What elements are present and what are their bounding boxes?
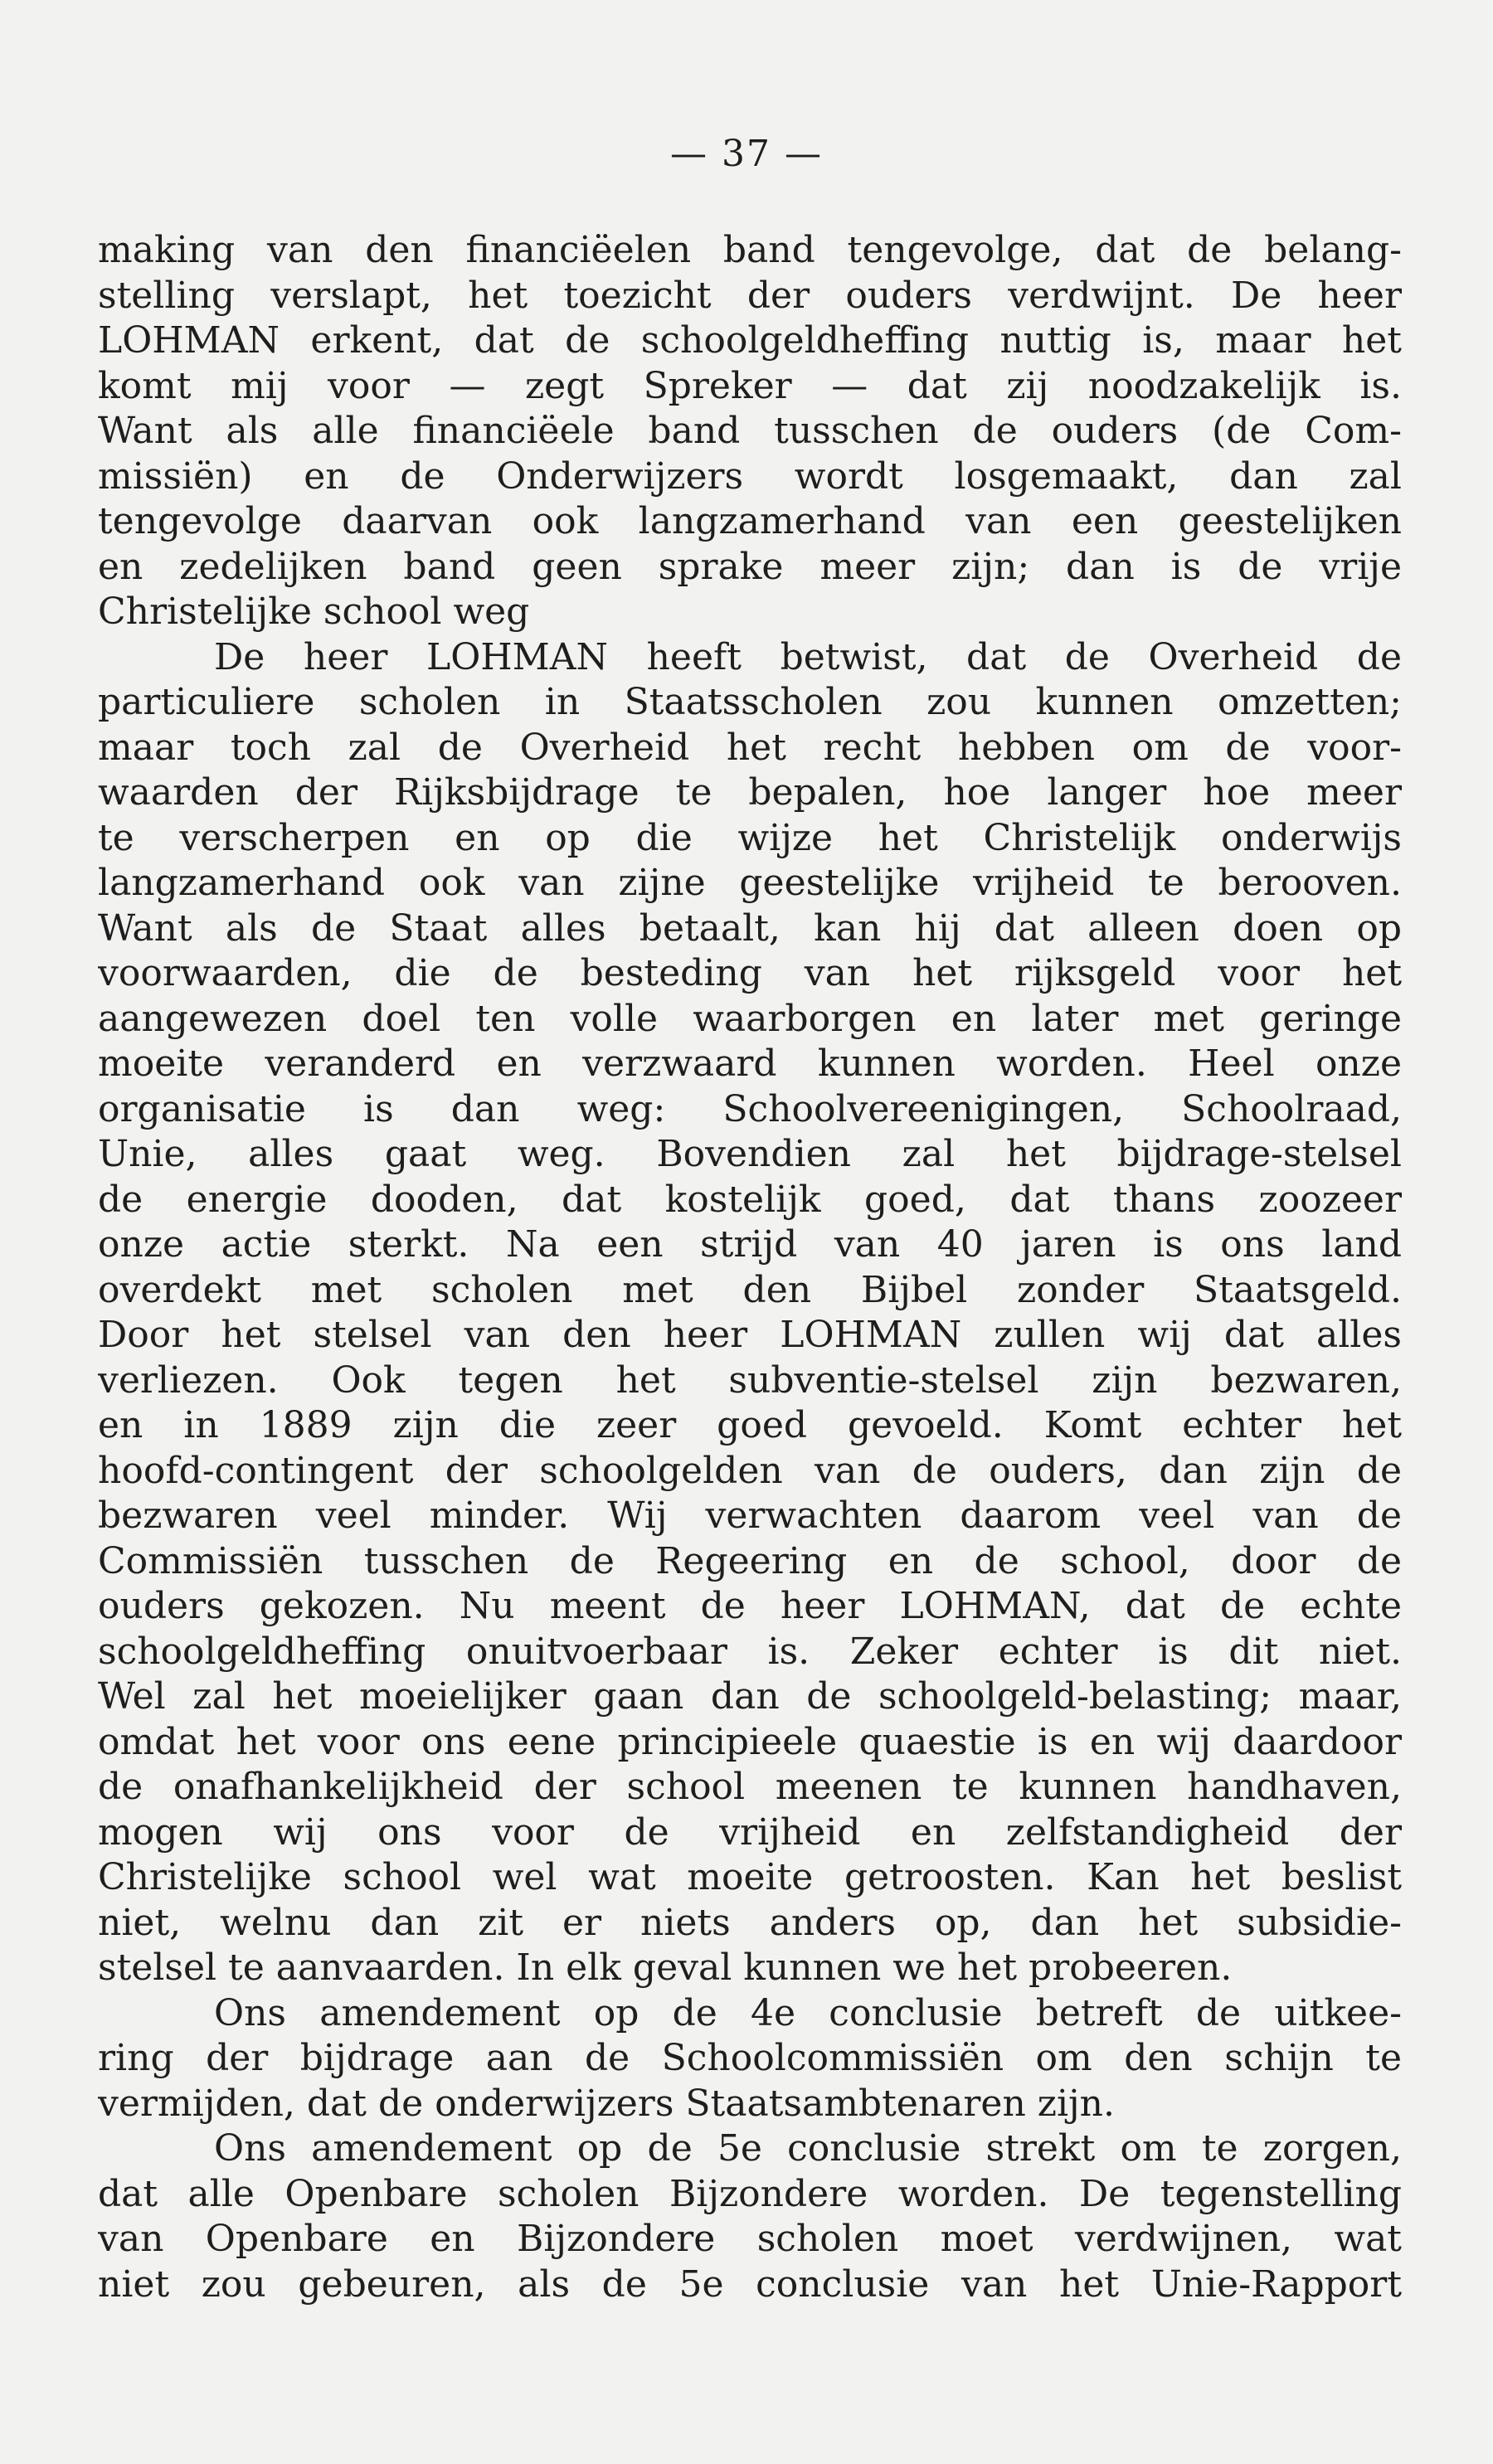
text-line: waarden der Rijksbijdrage te bepalen, hoe langer hoe meer: [98, 771, 1402, 814]
text-line: omdat het voor ons eene principieele quaestie is en wij daardoor: [98, 1720, 1402, 1763]
text-line: tengevolge daarvan ook langzamerhand van een geestelijken: [98, 500, 1402, 542]
text-line: vermijden, dat de onderwijzers Staatsambtenaren zijn.: [98, 2082, 1115, 2125]
text-line: en zedelijken band geen sprake meer zijn; dan is de vrije: [98, 545, 1402, 588]
text-line: van Openbare en Bijzondere scholen moet verdwijnen, wat: [98, 2218, 1402, 2260]
text-line: Want als de Staat alles betaalt, kan hij dat alleen doen op: [98, 906, 1402, 950]
text-line: komt mij voor — zegt Spreker — dat zij noodzakelijk is.: [98, 364, 1402, 407]
text-line: Want als alle financiëele band tusschen de ouders (de Com-: [98, 410, 1402, 452]
text-line: aangewezen doel ten volle waarborgen en later met geringe: [98, 997, 1402, 1040]
paragraph-start-line: De heer LOHMAN heeft betwist, dat de Overheid de: [214, 635, 1402, 678]
text-line: niet, welnu dan zit er niets anders op, dan het subsidie-: [98, 1901, 1402, 1944]
text-line: dat alle Openbare scholen Bijzondere worden. De tegenstelling: [98, 2172, 1402, 2215]
text-line: making van den financiëelen band tengevolge, dat de belang-: [98, 229, 1402, 271]
text-line: de onafhankelijkheid der school meenen te kunnen handhaven,: [98, 1766, 1402, 1808]
text-line: Wel zal het moeielijker gaan dan de schoolgeld-belasting; maar,: [98, 1675, 1402, 1718]
text-line: schoolgeldheffing onuitvoerbaar is. Zeker echter is dit niet.: [98, 1630, 1402, 1673]
text-line: niet zou gebeuren, als de 5e conclusie van het Unie-Rapport: [98, 2262, 1402, 2306]
text-line: de energie dooden, dat kostelijk goed, dat thans zoozeer: [98, 1178, 1402, 1221]
text-line: voorwaarden, die de besteding van het rijksgeld voor het: [98, 952, 1402, 994]
text-line: ouders gekozen. Nu meent de heer LOHMAN, dat de echte: [98, 1585, 1402, 1627]
text-line: en in 1889 zijn die zeer goed gevoeld. Komt echter het: [98, 1404, 1402, 1446]
text-line: hoofd-contingent der schoolgelden van de ouders, dan zijn de: [98, 1449, 1402, 1492]
text-line: stelling verslapt, het toezicht der ouders verdwijnt. De heer: [98, 274, 1402, 317]
text-line: Christelijke school wel wat moeite getroosten. Kan het beslist: [98, 1856, 1402, 1898]
text-line: bezwaren veel minder. Wij verwachten daarom veel van de: [98, 1494, 1402, 1537]
text-line: overdekt met scholen met den Bijbel zonder Staatsgeld.: [98, 1268, 1402, 1311]
text-line: particuliere scholen in Staatsscholen zou kunnen omzetten;: [98, 681, 1402, 723]
paragraph-start-line: Ons amendement op de 4e conclusie betreft de uitkee-: [214, 1991, 1402, 2034]
text-line: organisatie is dan weg: Schoolvereenigingen, Schoolraad,: [98, 1087, 1402, 1130]
text-line: moeite veranderd en verzwaard kunnen worden. Heel onze: [98, 1042, 1402, 1085]
text-line: onze actie sterkt. Na een strijd van 40 jaren is ons land: [98, 1223, 1402, 1266]
text-line: mogen wij ons voor de vrijheid en zelfstandigheid der: [98, 1810, 1402, 1854]
page-number: — 37 —: [670, 133, 823, 175]
text-line: Unie, alles gaat weg. Bovendien zal het bijdrage-stelsel: [98, 1133, 1402, 1175]
text-line: LOHMAN erkent, dat de schoolgeldheffing nuttig is, maar het: [98, 319, 1402, 362]
text-line: Commissiën tusschen de Regeering en de school, door de: [98, 1539, 1402, 1582]
paragraph-start-line: Ons amendement op de 5e conclusie strekt om te zorgen,: [214, 2127, 1402, 2170]
text-line: missiën) en de Onderwijzers wordt losgemaakt, dan zal: [98, 454, 1402, 498]
text-line: te verscherpen en op die wijze het Christelijk onderwijs: [98, 816, 1402, 859]
text-line: stelsel te aanvaarden. In elk geval kunnen we het probeeren.: [98, 1946, 1233, 1989]
text-line: maar toch zal de Overheid het recht hebben om de voor-: [98, 726, 1402, 769]
body-text: [98, 228, 1402, 2307]
text-line: verliezen. Ook tegen het subventie-stelsel zijn bezwaren,: [98, 1358, 1402, 1402]
text-line: langzamerhand ook van zijne geestelijke vrijheid te berooven.: [98, 862, 1402, 904]
text-line: Christelijke school weg: [98, 590, 530, 633]
text-line: Door het stelsel van den heer LOHMAN zullen wij dat alles: [98, 1314, 1402, 1356]
text-line: ring der bijdrage aan de Schoolcommissiën om den schijn te: [98, 2037, 1402, 2079]
